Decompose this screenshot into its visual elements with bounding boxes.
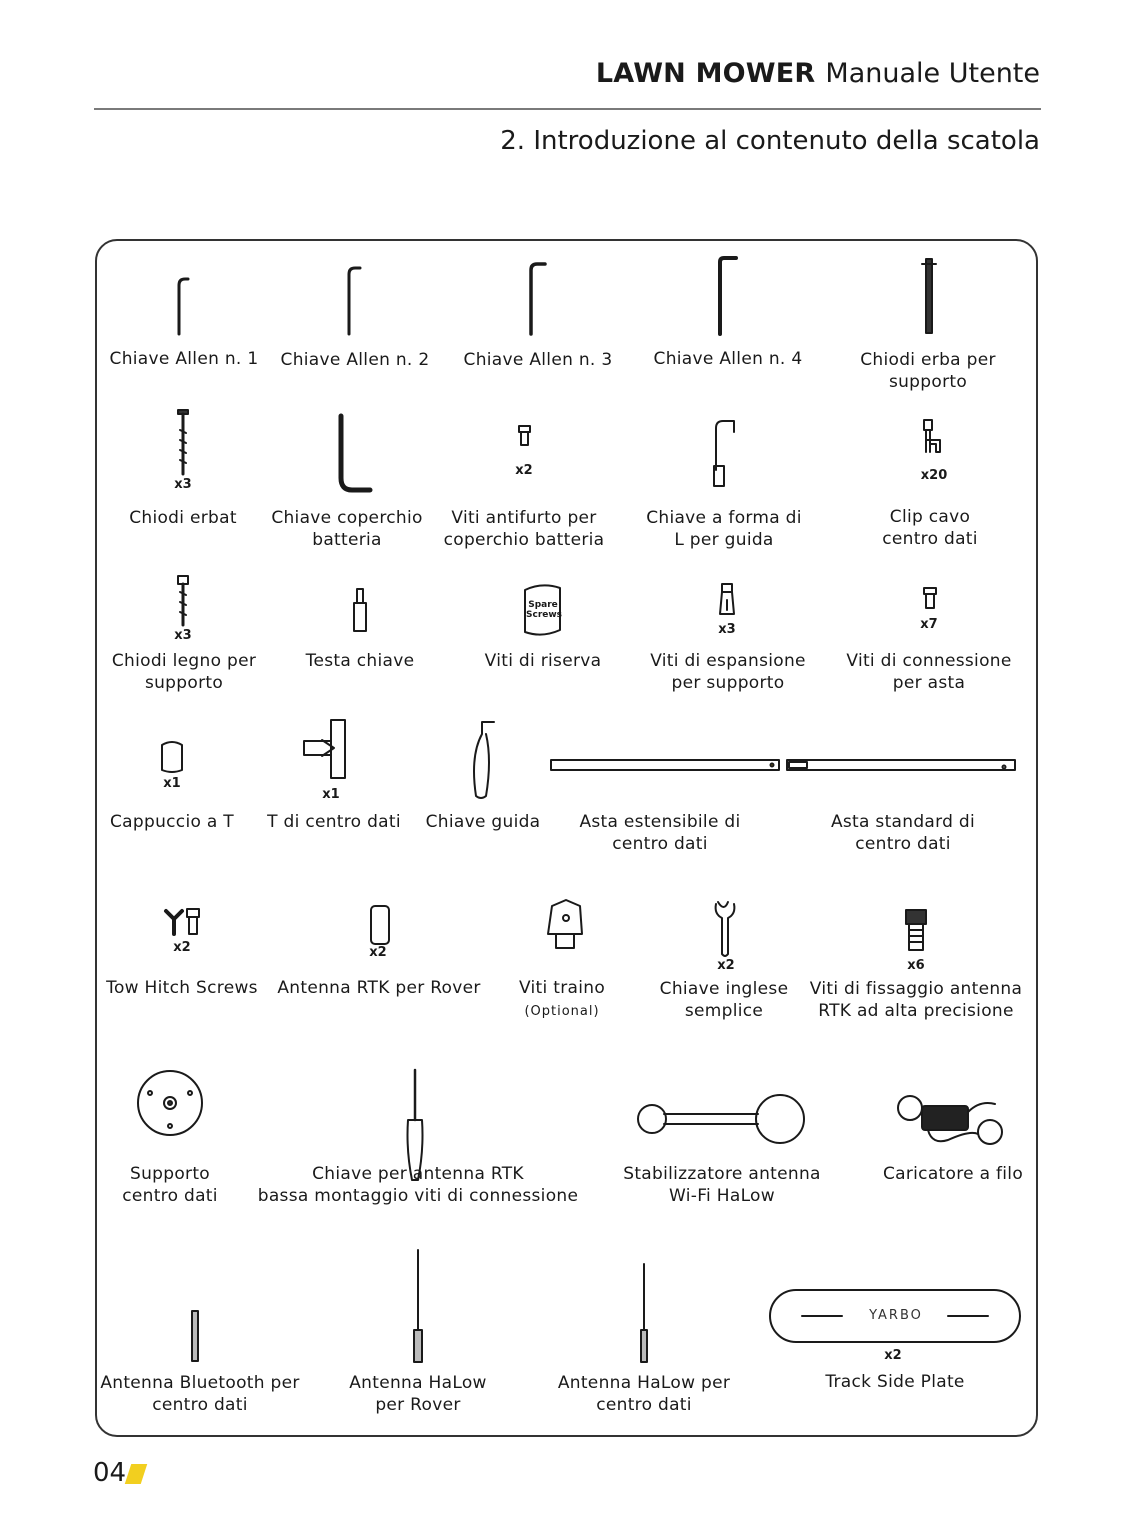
item-label: Asta standard di centro dati (830, 812, 976, 854)
spare-bag-text: Spare Screws (526, 600, 563, 620)
manual-subtitle: Manuale Utente (825, 58, 1040, 89)
item-label: Chiodi erba per supporto (860, 350, 996, 392)
halow-rover-antenna-icon (414, 1250, 422, 1362)
battery-cover-key-icon (341, 416, 370, 490)
item-label: Chiave Allen n. 3 (463, 350, 613, 370)
qty-badge: x2 (515, 463, 533, 478)
l-guide-key-icon (714, 421, 734, 486)
grass-stake-icon (922, 259, 936, 333)
item-label: Viti traino (Optional) (518, 978, 606, 1019)
qty-badge: x7 (920, 617, 938, 632)
item-label: Antenna Bluetooth per centro dati (100, 1373, 300, 1415)
wood-nail-icon (178, 576, 188, 625)
allen-key-4-icon (720, 258, 736, 334)
bluetooth-antenna-icon (192, 1311, 198, 1361)
tow-screw-icon (548, 900, 582, 948)
allen-key-3-icon (531, 264, 545, 334)
qty-badge: x3 (174, 477, 192, 492)
plate-logo: YARBO (869, 1308, 923, 1323)
item-label: Chiave Allen n. 1 (109, 349, 259, 369)
halow-stabilizer-icon (638, 1095, 804, 1143)
data-center-support-icon (138, 1071, 202, 1135)
qty-badge: x20 (920, 468, 948, 483)
extension-pole-icon (551, 760, 779, 770)
item-label: Chiodi erbat (129, 508, 237, 528)
allen-key-1-icon (179, 279, 188, 334)
qty-badge: x2 (369, 945, 387, 960)
item-label: Viti di fissaggio antenna RTK ad alta precisione (809, 979, 1023, 1021)
rtk-fixing-screw-icon (906, 910, 926, 950)
t-cap-icon (162, 742, 182, 772)
qty-badge: x1 (322, 787, 340, 802)
item-label: Chiave a forma di L per guida (646, 508, 802, 550)
qty-badge: x3 (718, 622, 736, 637)
expansion-screw-icon (720, 584, 734, 614)
item-label: Antenna RTK per Rover (277, 978, 481, 998)
item-label: T di centro dati (267, 812, 401, 832)
charger-icon (898, 1096, 1002, 1144)
item-label: Tow Hitch Screws (106, 978, 258, 998)
item-label: Chiave coperchio batteria (271, 508, 423, 550)
item-label: Viti di connessione per asta (846, 651, 1012, 693)
cable-clip-icon (924, 420, 940, 452)
item-label: Chiave inglese semplice (659, 979, 789, 1021)
allen-key-2-icon (349, 268, 360, 334)
section-title: 2. Introduzione al contenuto della scatola (500, 126, 1040, 156)
item-label: Chiodi legno per supporto (111, 651, 257, 693)
item-label: Chiave guida (425, 812, 541, 832)
item-label: Clip cavo centro dati (882, 507, 978, 549)
tow-hitch-screws-icon (166, 909, 199, 934)
item-label: Asta estensibile di centro dati (579, 812, 741, 854)
qty-badge: x1 (163, 776, 181, 791)
page-number: 04 (93, 1458, 127, 1488)
rtk-antenna-icon (371, 906, 389, 944)
qty-badge: x3 (174, 628, 192, 643)
qty-badge: x2 (717, 958, 735, 973)
data-center-t-icon (304, 720, 345, 778)
guide-key-icon (474, 722, 494, 798)
item-label: Chiave per antenna RTK bassa montaggio viti di connessione (257, 1164, 579, 1206)
item-label: Supporto centro dati (122, 1164, 218, 1206)
grass-nail-icon (178, 410, 188, 474)
item-label: Caricatore a filo (882, 1164, 1024, 1184)
socket-head-icon (354, 589, 366, 631)
qty-badge: x6 (907, 958, 925, 973)
item-label: Antenna HaLow per centro dati (557, 1373, 731, 1415)
standard-pole-icon (787, 760, 1015, 770)
item-label: Antenna HaLow per Rover (349, 1373, 487, 1415)
qty-badge: x2 (173, 940, 191, 955)
pole-screw-icon (924, 588, 936, 608)
item-label: Testa chiave (305, 651, 415, 671)
halow-dc-antenna-icon (641, 1264, 647, 1362)
wrench-icon (716, 902, 735, 956)
antitheft-screw-icon (519, 426, 530, 445)
item-label: Viti di espansione per supporto (650, 651, 806, 693)
qty-badge: x2 (884, 1348, 902, 1363)
item-label: Viti di riserva (484, 651, 602, 671)
item-label: Cappuccio a T (110, 812, 234, 832)
item-label: Viti antifurto per coperchio batteria (443, 508, 605, 550)
item-label: Chiave Allen n. 2 (280, 350, 430, 370)
item-label: Chiave Allen n. 4 (653, 349, 803, 369)
item-label: Stabilizzatore antenna Wi-Fi HaLow (623, 1164, 821, 1206)
brand-name: LAWN MOWER (595, 58, 816, 89)
item-label: Track Side Plate (825, 1372, 965, 1392)
